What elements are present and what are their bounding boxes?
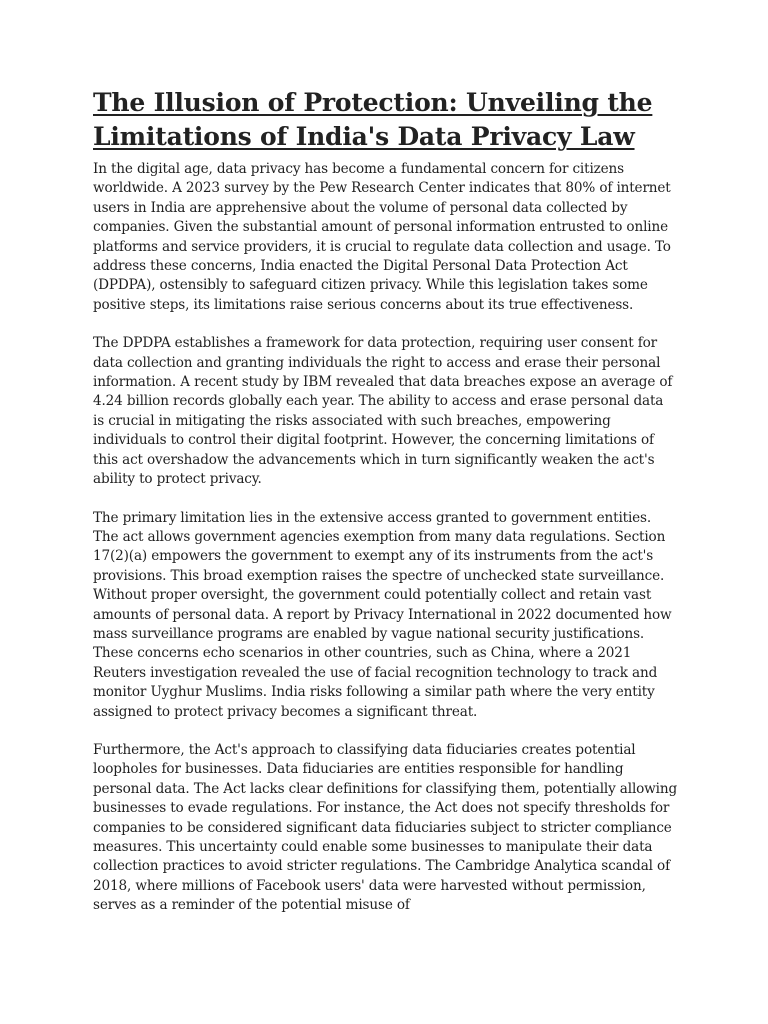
paragraph-government-access: The primary limitation lies in the extensive access granted to government entities. The act allows government agencies exemption from many data regulations. Section 17(2)(a) empowers the government to exempt any of its instruments from the act's provisions. This broad exemption raises the spectre of unchecked state surveillance. Without proper oversight, the government could potentially collect and retain vast amounts of personal data. A report by Privacy International in 2022 documented how mass surveillance programs are enabled by vague national security justifications. These concerns echo scenarios in other countries, such as China, where a 2021 Reuters investigation revealed the use of facial recognition technology to track and monitor Uyghur Muslims. India risks following a similar path where the very entity assigned to protect privacy becomes a significant threat.	[93, 509, 672, 720]
paragraph-data-fiduciaries: Furthermore, the Act's approach to classifying data fiduciaries creates potential loopholes for businesses. Data fiduciaries are entities responsible for handling personal data. The Act lacks clear definitions for classifying them, potentially allowing businesses to evade regulations. For instance, the Act does not specify thresholds for companies to be considered significant data fiduciaries subject to stricter compliance measures. This uncertainty could enable some businesses to manipulate their data collection practices to avoid stricter regulations. The Cambridge Analytica scandal of 2018, where millions of Facebook users' data were harvested without permission, serves as a reminder of the potential misuse of	[93, 741, 678, 914]
paragraph-dpdpa-framework: The DPDPA establishes a framework for data protection, requiring user consent for data collection and granting individuals the right to access and erase their personal information. A recent study by IBM revealed that data breaches expose an average of 4.24 billion records globally each year. The ability to access and erase personal data is crucial in mitigating the risks associated with such breaches, empowering individuals to control their digital footprint. However, the concerning limitations of this act overshadow the advancements which in turn significantly weaken the act's ability to protect privacy.	[93, 335, 673, 488]
paragraph-intro: In the digital age, data privacy has become a fundamental concern for citizens worldwide. A 2023 survey by the Pew Research Center indicates that 80% of internet users in India are apprehensive about the volume of personal data collected by companies. Given the substantial amount of personal information entrusted to online platforms and service providers, it is crucial to regulate data collection and usage. To address these concerns, India enacted the Digital Personal Data Protection Act (DPDPA), ostensibly to safeguard citizen privacy. While this legislation takes some positive steps, its limitations raise serious concerns about its true effectiveness.	[93, 161, 671, 313]
document-title: The Illusion of Protection: Unveiling the Limitations of India's Data Privacy Law	[93, 88, 653, 151]
document-page	[93, 86, 678, 935]
